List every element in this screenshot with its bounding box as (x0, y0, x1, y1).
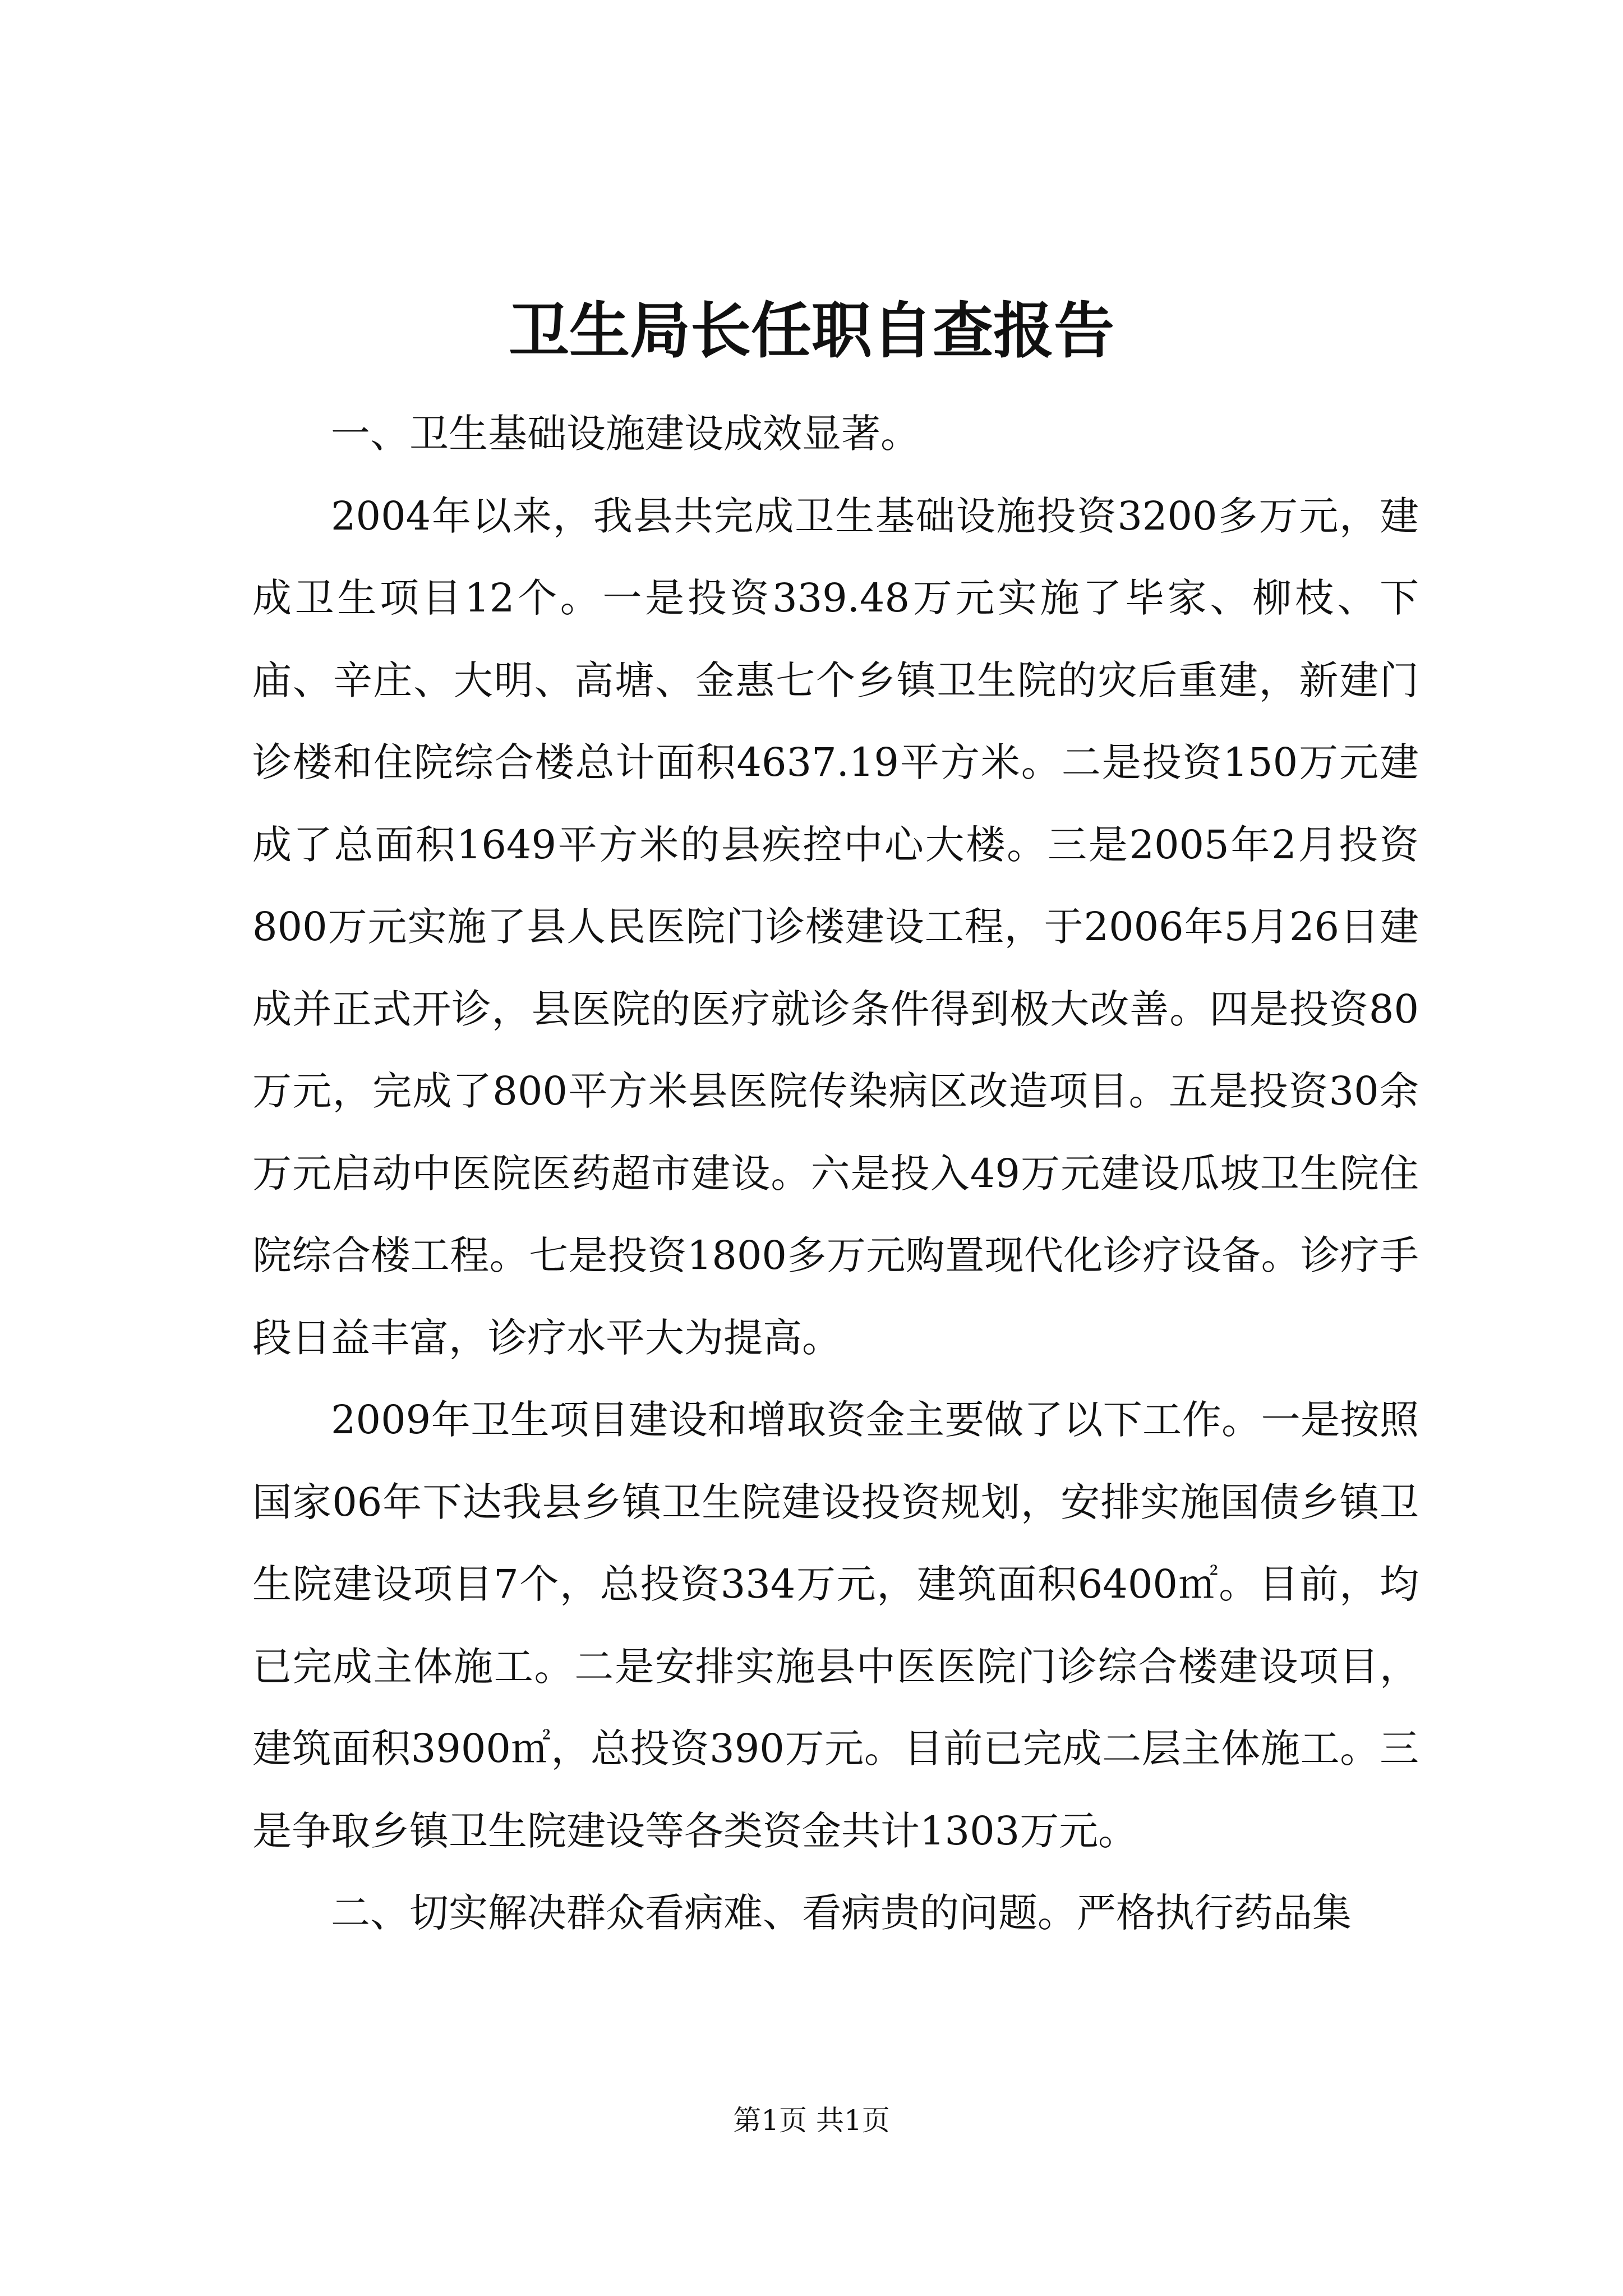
paragraph-2009-projects: 2009年卫生项目建设和增取资金主要做了以下工作。一是按照国家06年下达我县乡镇卫生院建设投资规划，安排实施国债乡镇卫生院建设项目7个，总投资334万元，建筑面积6400㎡。目前，均已完成主体施工。二是安排实施县中医医院门诊综合楼建设项目，建筑面积3900㎡，总投资390万元。目前已完成二层主体施工。三是争取乡镇卫生院建设等各类资金共计1303万元。 (252, 1397, 1419, 1854)
page-number-footer: 第1页 共1页 (733, 2104, 890, 2137)
paragraph-infrastructure: 2004年以来，我县共完成卫生基础设施投资3200多万元，建成卫生项目12个。一是投资339.48万元实施了毕家、柳枝、下庙、辛庄、大明、高塘、金惠七个乡镇卫生院的灾后重建，新建门诊楼和住院综合楼总计面积4637.19平方米。二是投资150万元建成了总面积1649平方米的县疾控中心大楼。三是2005年2月投资800万元实施了县人民医院门诊楼建设工程，于2006年5月26日建成并正式开诊，县医院的医疗就诊条件得到极大改善。四是投资80万元，完成了800平方米县医院传染病区改造项目。五是投资30余万元启动中医院医药超市建设。六是投入49万元建设瓜坡卫生院住院综合楼工程。七是投资1800多万元购置现代化诊疗设备。诊疗手段日益丰富，诊疗水平大为提高。 (252, 493, 1419, 1361)
section-heading-2: 二、切实解决群众看病难、看病贵的问题。严格执行药品集 (331, 1890, 1352, 1936)
document-title: 卫生局长任职自查报告 (508, 296, 1114, 366)
document-body (252, 393, 1419, 1954)
section-heading-1: 一、卫生基础设施建设成效显著。 (331, 411, 920, 457)
